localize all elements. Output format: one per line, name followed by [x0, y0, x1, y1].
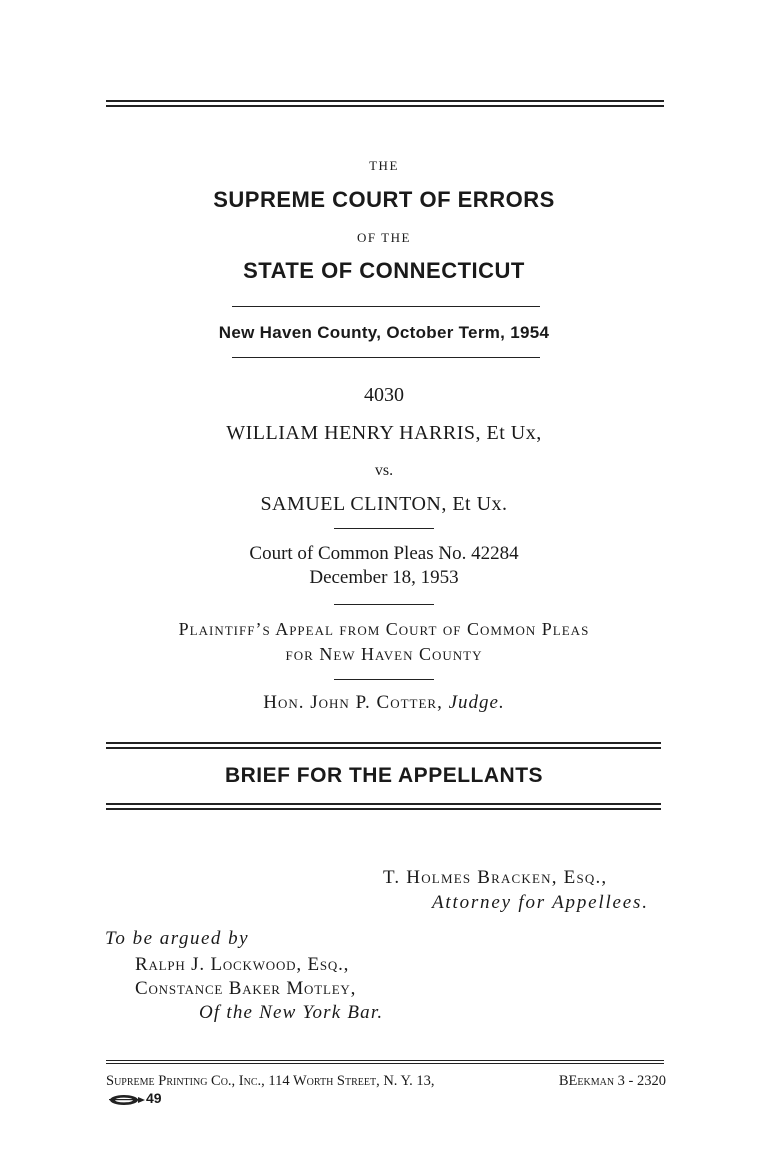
union-label-line — [106, 1090, 666, 1108]
counsel-2: Constance Baker Motley, — [135, 978, 357, 999]
lower-court: Court of Common Pleas No. 42284 — [249, 543, 519, 564]
header-the: THE — [369, 158, 399, 173]
divider-after-date — [334, 604, 434, 605]
divider-above-term — [232, 306, 540, 307]
case-number: 4030 — [364, 384, 404, 406]
footer-double-rule — [106, 1060, 664, 1064]
header-of-the: OF THE — [357, 230, 411, 245]
judge-title: Judge. — [448, 692, 505, 713]
judge-name: Hon. John P. Cotter, — [263, 692, 443, 713]
brief-title: BRIEF FOR THE APPELLANTS — [224, 764, 544, 787]
double-rule-above-title — [106, 742, 661, 749]
attorney-role: Attorney for Appellees. — [432, 892, 649, 913]
divider-below-term — [232, 357, 540, 358]
appeal-line-1: Plaintiff’s Appeal from Court of Common Pleas — [178, 619, 590, 639]
divider-after-parties — [334, 528, 434, 529]
decision-date: December 18, 1953 — [309, 567, 459, 588]
union-bug-icon — [106, 1094, 146, 1106]
counsel-1: Ralph J. Lockwood, Esq., — [135, 954, 350, 975]
printer-name: Supreme Printing Co., Inc., 114 Worth Street, N. Y. 13, — [106, 1073, 435, 1089]
printer-phone: BEekman 3 - 2320 — [558, 1073, 666, 1089]
plaintiff-name: WILLIAM HENRY HARRIS, Et Ux, — [226, 422, 542, 444]
top-double-rule — [106, 100, 664, 107]
double-rule-below-title — [106, 803, 661, 810]
bar-membership: Of the New York Bar. — [199, 1002, 384, 1023]
attorney-name: T. Holmes Bracken, Esq., — [383, 867, 608, 888]
argued-by-intro: To be argued by — [105, 928, 250, 949]
appeal-line-2: for New Haven County — [285, 644, 483, 664]
court-term: New Haven County, October Term, 1954 — [218, 323, 550, 342]
versus: vs. — [374, 462, 394, 479]
judge-line — [0, 692, 768, 714]
printer-imprint — [106, 1073, 666, 1090]
court-name: SUPREME COURT OF ERRORS — [213, 187, 555, 212]
defendant-name: SAMUEL CLINTON, Et Ux. — [260, 493, 508, 515]
job-number: 49 — [146, 1090, 162, 1106]
state-name: STATE OF CONNECTICUT — [243, 258, 525, 283]
divider-before-judge — [334, 679, 434, 680]
